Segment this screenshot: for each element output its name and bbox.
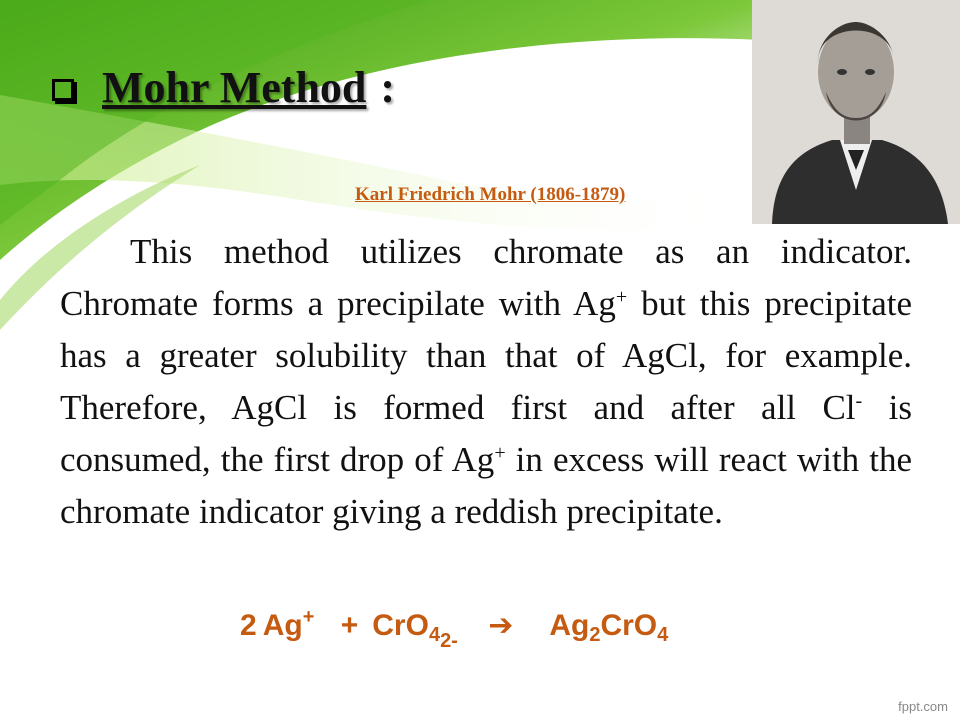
- footer-watermark: fppt.com: [898, 699, 948, 714]
- eq-plus: +: [340, 609, 359, 642]
- eq-product-ag-sub: 2: [589, 624, 601, 646]
- eq-ion-cro4-sub: 4: [428, 624, 441, 646]
- body-text-4: in excess will react with the chromate indicator giving a reddish precipitate.: [60, 440, 912, 531]
- eq-ion-cro4: CrO: [372, 609, 429, 642]
- title-row: [52, 62, 395, 113]
- ag-charge-1: +: [615, 286, 628, 308]
- eq-arrow-icon: ➔: [488, 609, 514, 642]
- eq-product-cro: CrO: [600, 609, 658, 642]
- eq-ion-ag-charge: +: [302, 606, 315, 628]
- body-text-1: This method utilizes chromate as an indicator. Chromate forms a precipilate with Ag: [60, 232, 912, 323]
- eq-ion-cro4-charge: 2-: [440, 630, 458, 652]
- body-text-3: is consumed, the first drop of Ag: [60, 388, 912, 479]
- checkbox-bullet-icon: [52, 79, 74, 101]
- slide-title: Mohr Method: [102, 63, 367, 112]
- eq-product-ag: Ag: [549, 609, 590, 642]
- eq-coefficient: 2: [240, 609, 257, 642]
- ag-charge-2: +: [494, 442, 506, 464]
- body-paragraph: [60, 226, 912, 538]
- body-text-2: but this precipitate has a greater solubility than that of AgCl, for example. Therefore, AgCl is formed first and after all Cl: [60, 284, 913, 427]
- portrait-caption: Karl Friedrich Mohr (1806-1879): [355, 184, 626, 205]
- eq-product-cro-sub: 4: [657, 624, 669, 646]
- title-colon: :: [380, 63, 396, 112]
- reaction-equation: [240, 606, 668, 653]
- eq-ion-ag: Ag: [262, 609, 303, 642]
- mohr-portrait-image: [752, 0, 960, 224]
- cl-charge: -: [855, 390, 863, 412]
